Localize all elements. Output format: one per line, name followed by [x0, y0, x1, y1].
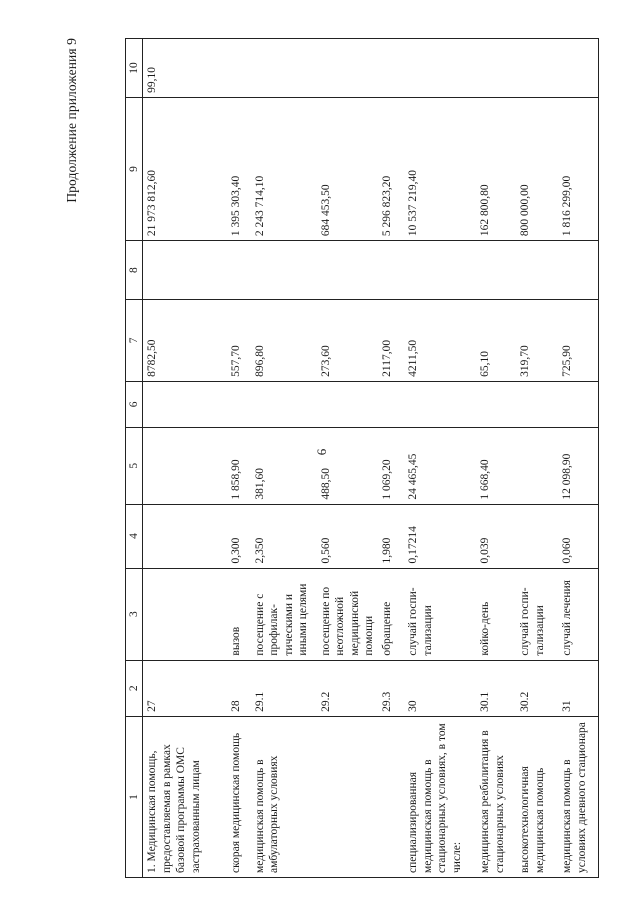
col9-cell: 21 973 812,60: [143, 97, 227, 240]
col6-cell: [516, 381, 558, 427]
col10-cell: [227, 39, 251, 98]
column-number-row: [126, 39, 143, 878]
row-name-cell: медицинская помощь в амбулаторных условиях: [251, 716, 317, 877]
col7-cell: 319,70: [516, 299, 558, 381]
col7-cell: 65,10: [476, 299, 516, 381]
col7-cell: 725,90: [558, 299, 598, 381]
col8-cell: [476, 241, 516, 300]
col8-cell: [378, 241, 404, 300]
row-code-cell: 27: [143, 660, 227, 716]
table-row: [251, 39, 317, 878]
col10-cell: [516, 39, 558, 98]
row-name-cell: специализированная медицинская помощь в стационарных условиях, в том числе:: [404, 716, 476, 877]
row-code-cell: 29.2: [317, 660, 379, 716]
row-code-cell: 30: [404, 660, 476, 716]
table-row: [558, 39, 598, 878]
unit-cell: [143, 568, 227, 660]
cost-cell: [516, 427, 558, 504]
row-name-cell: скорая медицинская помощь: [227, 716, 251, 877]
col7-cell: 2117,00: [378, 299, 404, 381]
cost-cell: 1 668,40: [476, 427, 516, 504]
row-name-cell: медицинская реабилитация в стационарных условиях: [476, 716, 516, 877]
col6-cell: [558, 381, 598, 427]
row-code-cell: 30.1: [476, 660, 516, 716]
col6-cell: [404, 381, 476, 427]
row-name-cell: [378, 716, 404, 877]
row-code-cell: 31: [558, 660, 598, 716]
column-header: 8: [126, 241, 143, 300]
rotated-document-sheet: [64, 38, 615, 878]
volume-cell: 1,980: [378, 504, 404, 568]
col8-cell: [558, 241, 598, 300]
unit-cell: случай лечения: [558, 568, 598, 660]
row-name-cell: медицинская помощь в условиях дневного стационара: [558, 716, 598, 877]
table-row: [476, 39, 516, 878]
cost-cell: 1 069,20: [378, 427, 404, 504]
column-header: 10: [126, 39, 143, 98]
table-row: [143, 39, 227, 878]
col9-cell: 162 800,80: [476, 97, 516, 240]
cost-cell: [143, 427, 227, 504]
col6-cell: [143, 381, 227, 427]
unit-cell: посещение по неотложной медицинской помощи: [317, 568, 379, 660]
table-row: [516, 39, 558, 878]
unit-cell: вызов: [227, 568, 251, 660]
volume-cell: 0,060: [558, 504, 598, 568]
col6-cell: [317, 381, 379, 427]
col9-cell: 1 816 299,00: [558, 97, 598, 240]
col8-cell: [404, 241, 476, 300]
col10-cell: 99,10: [143, 39, 227, 98]
page-number: 6: [314, 448, 329, 456]
row-name-cell: высокотехнологичная медицинская помощь: [516, 716, 558, 877]
col7-cell: 896,80: [251, 299, 317, 381]
row-name-cell: [317, 716, 379, 877]
col10-cell: [404, 39, 476, 98]
volume-cell: 2,350: [251, 504, 317, 568]
col8-cell: [251, 241, 317, 300]
volume-cell: 0,039: [476, 504, 516, 568]
column-header: 7: [126, 299, 143, 381]
col10-cell: [378, 39, 404, 98]
col10-cell: [317, 39, 379, 98]
row-code-cell: 29.3: [378, 660, 404, 716]
table-row: [317, 39, 379, 878]
col9-cell: 800 000,00: [516, 97, 558, 240]
column-header: 2: [126, 660, 143, 716]
col7-cell: 8782,50: [143, 299, 227, 381]
column-header: 5: [126, 427, 143, 504]
col7-cell: 557,70: [227, 299, 251, 381]
volume-cell: 0,300: [227, 504, 251, 568]
row-code-cell: 30.2: [516, 660, 558, 716]
column-header: 6: [126, 381, 143, 427]
col8-cell: [227, 241, 251, 300]
row-name-cell: 1. Медицинская помощь, предоставляемая в рамках базовой программы ОМС застрахованным лицам: [143, 716, 227, 877]
col10-cell: [251, 39, 317, 98]
table-row: [227, 39, 251, 878]
continuation-title: Продолжение приложения 9: [64, 38, 79, 203]
col9-cell: 1 395 303,40: [227, 97, 251, 240]
unit-cell: случай госпи-тализации: [516, 568, 558, 660]
col7-cell: 4211,50: [404, 299, 476, 381]
col10-cell: [476, 39, 516, 98]
volume-cell: [516, 504, 558, 568]
volume-cell: 0,17214: [404, 504, 476, 568]
col9-cell: 2 243 714,10: [251, 97, 317, 240]
col6-cell: [378, 381, 404, 427]
unit-cell: койко-день: [476, 568, 516, 660]
col8-cell: [317, 241, 379, 300]
col9-cell: 10 537 219,40: [404, 97, 476, 240]
unit-cell: посещение с профилак-тическими и иными целями: [251, 568, 317, 660]
column-header: 4: [126, 504, 143, 568]
col6-cell: [227, 381, 251, 427]
col7-cell: 273,60: [317, 299, 379, 381]
data-table: [125, 38, 599, 878]
volume-cell: 0,560: [317, 504, 379, 568]
column-header: 9: [126, 97, 143, 240]
cost-cell: 488,50: [317, 427, 379, 504]
column-header: 3: [126, 568, 143, 660]
table-row: [404, 39, 476, 878]
volume-cell: [143, 504, 227, 568]
cost-cell: 24 465,45: [404, 427, 476, 504]
row-code-cell: 28: [227, 660, 251, 716]
cost-cell: 1 858,90: [227, 427, 251, 504]
col6-cell: [251, 381, 317, 427]
cost-cell: 12 098,90: [558, 427, 598, 504]
col9-cell: 5 296 823,20: [378, 97, 404, 240]
col10-cell: [558, 39, 598, 98]
table-row: [378, 39, 404, 878]
row-code-cell: 29.1: [251, 660, 317, 716]
column-header: 1: [126, 716, 143, 877]
col8-cell: [516, 241, 558, 300]
unit-cell: случай госпи-тализации: [404, 568, 476, 660]
cost-cell: 381,60: [251, 427, 317, 504]
col8-cell: [143, 241, 227, 300]
col6-cell: [476, 381, 516, 427]
col9-cell: 684 453,50: [317, 97, 379, 240]
unit-cell: обращение: [378, 568, 404, 660]
